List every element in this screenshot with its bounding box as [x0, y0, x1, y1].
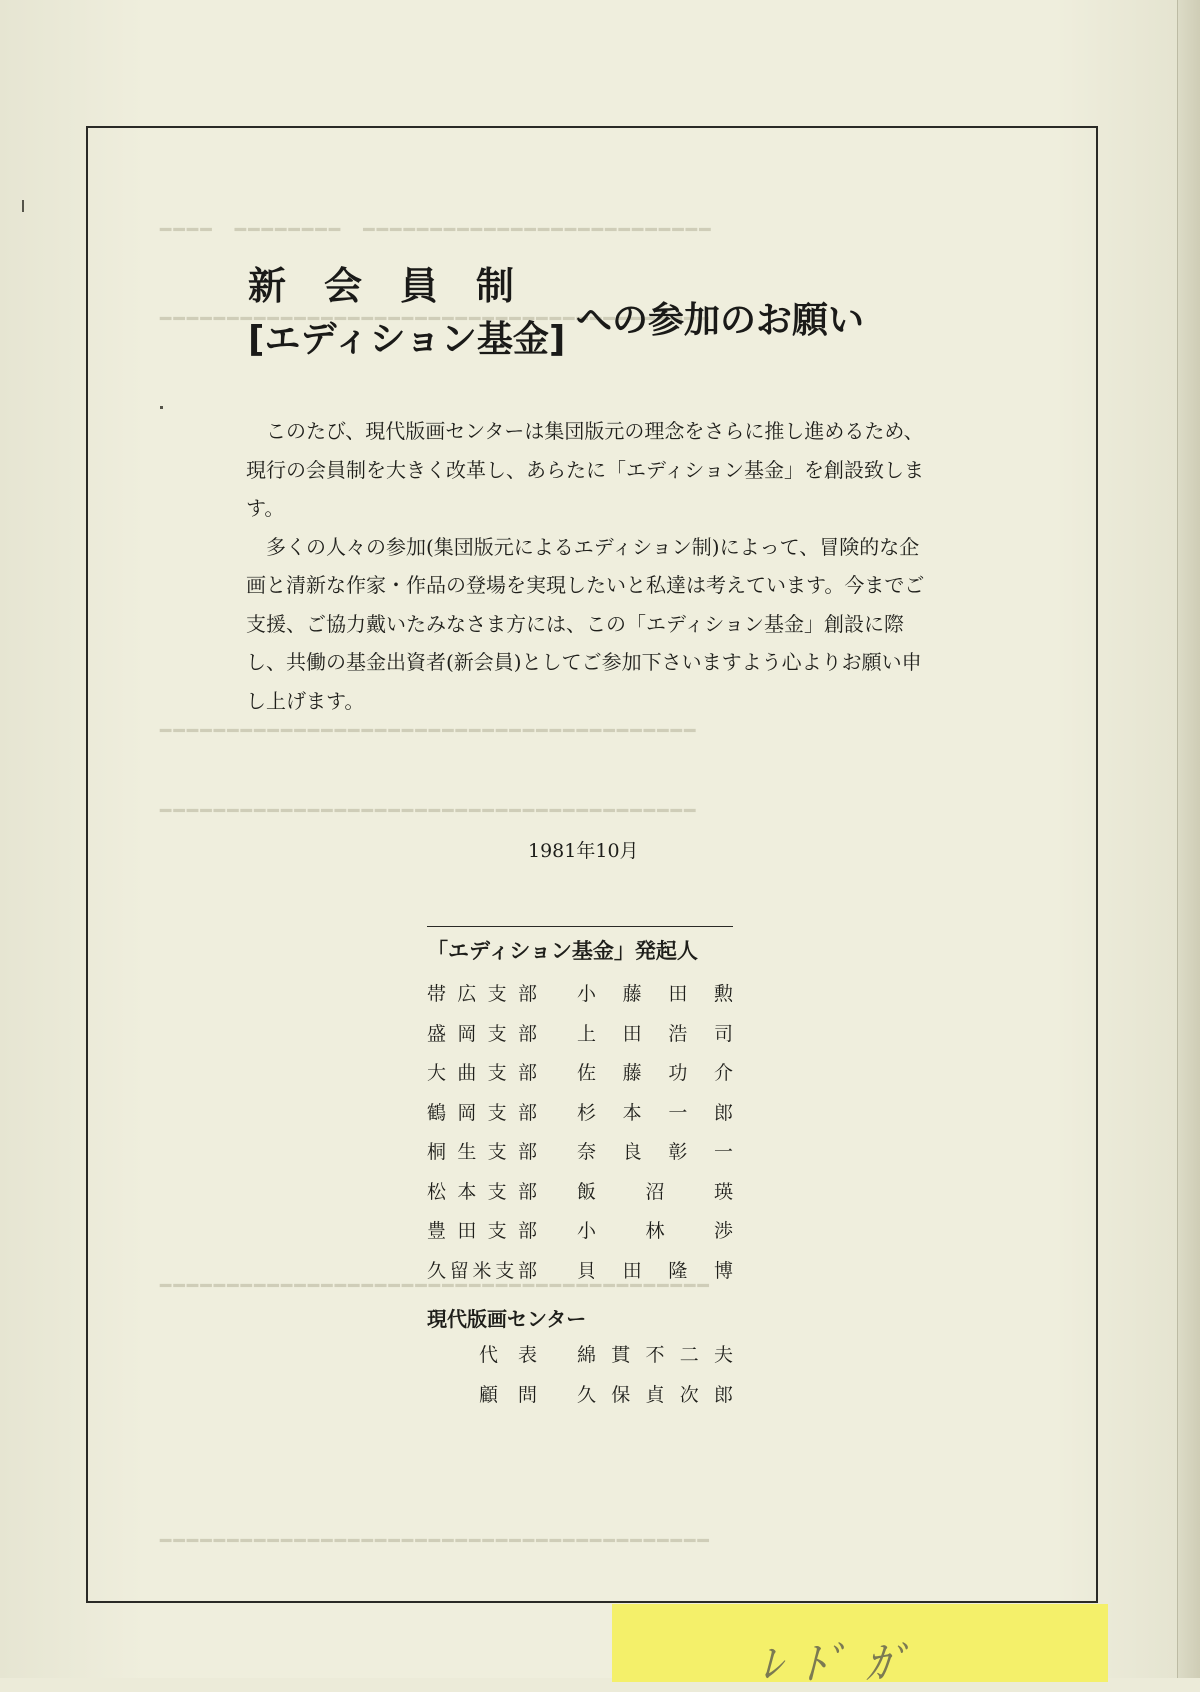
staff-name: 久保貞次郎 [577, 1383, 733, 1406]
body-paragraph: このたび、現代版画センターは集団版元の理念をさらに推し進めるため、現行の会員制を大きく改革し、あらたに「エディション基金」を創設致します。 [246, 419, 924, 520]
promoter-row [427, 1019, 733, 1059]
branch-name: 豊田支部 [427, 1220, 537, 1242]
promoter-name: 奈良彰一 [577, 1141, 733, 1163]
show-through-texture: ━━━━━━━━━━━━━━━━━━━━━━━━━━━━━━━━━━━━━━━━ [160, 800, 698, 822]
staff-row [427, 1380, 733, 1420]
handwritten-note: ﾚﾄﾞｶﾞ [760, 1639, 930, 1690]
body-paragraph: 多くの人々の参加(集団版元によるエディション制)によって、冒険的な企画と清新な作家・作品の登場を実現したいと私達は考えています。今までご支援、ご協力戴いたみなさま方には、この「エディション基金」創設に際し、共働の基金出資者(新会員)としてご参加下さいますよう心よりお願い申し上げます。 [246, 534, 925, 713]
staff-name: 綿貫不二夫 [577, 1344, 733, 1366]
promoters-heading: 「エディション基金」発起人 [427, 938, 698, 963]
staff-role: 代表 [479, 1344, 537, 1366]
promoter-row [427, 1256, 733, 1296]
staff-role: 顧問 [479, 1383, 537, 1406]
title-edition-fund: [エディション基金] [248, 319, 566, 360]
promoter-name: 杉本一郎 [577, 1101, 733, 1124]
branch-name: 松本支部 [427, 1180, 537, 1203]
branch-name: 帯広支部 [427, 983, 537, 1005]
page-edge [1177, 0, 1200, 1678]
body-text [246, 412, 926, 720]
show-through-texture: ━━━━━━━━━━━━━━━━━━━━━━━━━━━━━━━━━━━━━━━━ [160, 720, 698, 742]
show-through-texture: ━━━━━━━━━━━━━━━━━━━━━━━━━━━━━━━━━━━━━━━━━ [160, 308, 711, 330]
show-through-texture: ━━━━ ━━━━━━━━ ━━━━━━━━━━━━━━━━━━━━━━━━━━ [160, 219, 713, 241]
promoter-row [427, 979, 733, 1019]
branch-name: 盛岡支部 [427, 1022, 537, 1045]
title-request: への参加のお願い [576, 300, 865, 341]
promoter-name: 佐藤功介 [577, 1062, 733, 1084]
promoter-name: 貝田隆博 [577, 1259, 733, 1282]
promoters-divider [427, 926, 733, 927]
promoter-row [427, 1058, 733, 1098]
organization-name: 現代版画センター [427, 1307, 587, 1331]
show-through-texture: ━━━━━━━━━━━━━━━━━━━━━━━━━━━━━━━━━━━━━━━━━ [160, 1275, 711, 1297]
promoter-row [427, 1098, 733, 1138]
title-new-membership: 新会員制 [248, 264, 553, 308]
show-through-texture: ━━━━━━━━━━━━━━━━━━━━━━━━━━━━━━━━━━━━━━━━━ [160, 1530, 711, 1552]
promoter-name: 上田浩司 [577, 1022, 733, 1045]
promoter-row [427, 1216, 733, 1256]
promoter-name: 小藤田勲 [577, 983, 733, 1005]
branch-name: 桐生支部 [427, 1141, 537, 1163]
title-block [248, 262, 565, 366]
promoter-name: 小林渉 [577, 1220, 733, 1242]
promoters-list [427, 926, 733, 1419]
branch-name: 久留米支部 [427, 1259, 537, 1282]
promoter-row [427, 1137, 733, 1177]
document-date: 1981年10月 [528, 840, 639, 862]
promoter-name: 飯沼瑛 [577, 1180, 733, 1203]
staff-row [427, 1340, 733, 1380]
branch-name: 大曲支部 [427, 1062, 537, 1084]
promoter-row [427, 1177, 733, 1217]
branch-name: 鶴岡支部 [427, 1101, 537, 1124]
scan-speck [22, 200, 24, 212]
